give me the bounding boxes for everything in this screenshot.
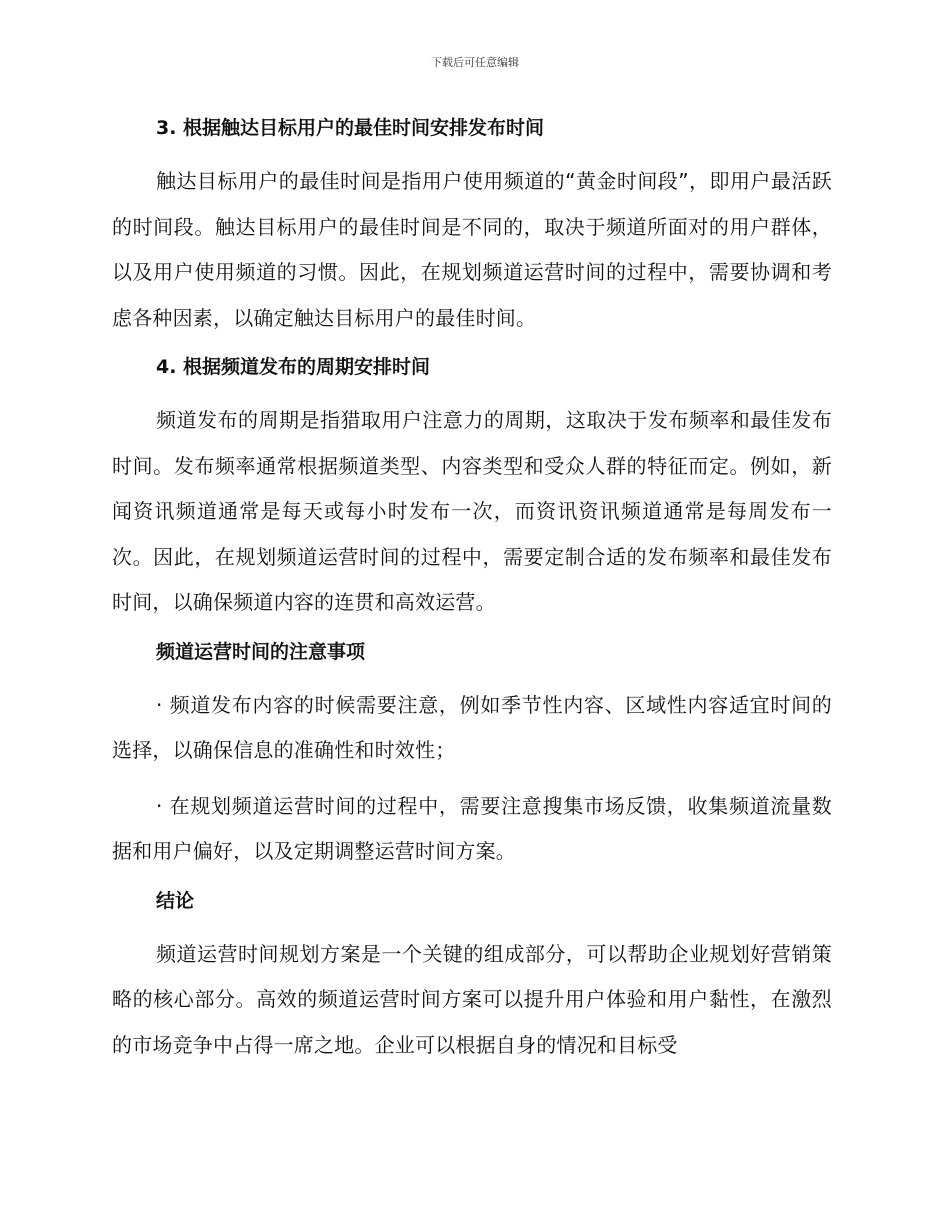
bullet-item: · 频道发布内容的时候需要注意，例如季节性内容、区域性内容适宜时间的选择，以确保信息的准确性和时效性；	[112, 692, 832, 762]
body-paragraph: 频道运营时间规划方案是一个关键的组成部分，可以帮助企业规划好营销策略的核心部分。高效的频道运营时间方案可以提升用户体验和用户黏性，在激烈的市场竞争中占得一席之地。企业可以根据自身的情况和目标受	[112, 941, 832, 1057]
body-paragraph: 频道发布的周期是指猎取用户注意力的周期，这取决于发布频率和最佳发布时间。发布频率通常根据频道类型、内容类型和受众人群的特征而定。例如，新闻资讯频道通常是每天或每小时发布一次，而资讯资讯频道通常是每周发布一次。因此，在规划频道运营时间的过程中，需要定制合适的发布频率和最佳发布时间，以确保频道内容的连贯和高效运营。	[112, 408, 832, 614]
section-notes	[112, 636, 832, 875]
section-publish-by-best-time	[112, 112, 832, 341]
section-heading: 频道运营时间的注意事项	[156, 640, 366, 663]
section-heading: 3. 根据触达目标用户的最佳时间安排发布时间	[156, 117, 545, 139]
section-heading: 4. 根据频道发布的周期安排时间	[156, 356, 431, 378]
bullet-item: · 在规划频道运营时间的过程中，需要注意搜集市场反馈，收集频道流量数据和用户偏好，以及定期调整运营时间方案。	[112, 793, 832, 863]
header-note: 下载后可任意编辑	[431, 56, 519, 69]
body-paragraph: 触达目标用户的最佳时间是指用户使用频道的“黄金时间段”，即用户最活跃的时间段。触达目标用户的最佳时间是不同的，取决于频道所面对的用户群体，以及用户使用频道的习惯。因此，在规划频道运营时间的过程中，需要协调和考虑各种因素，以确定触达目标用户的最佳时间。	[112, 169, 832, 330]
section-publish-by-cycle	[112, 351, 832, 626]
section-conclusion	[112, 885, 832, 1069]
section-heading: 结论	[156, 889, 195, 912]
document-body	[112, 112, 832, 1078]
